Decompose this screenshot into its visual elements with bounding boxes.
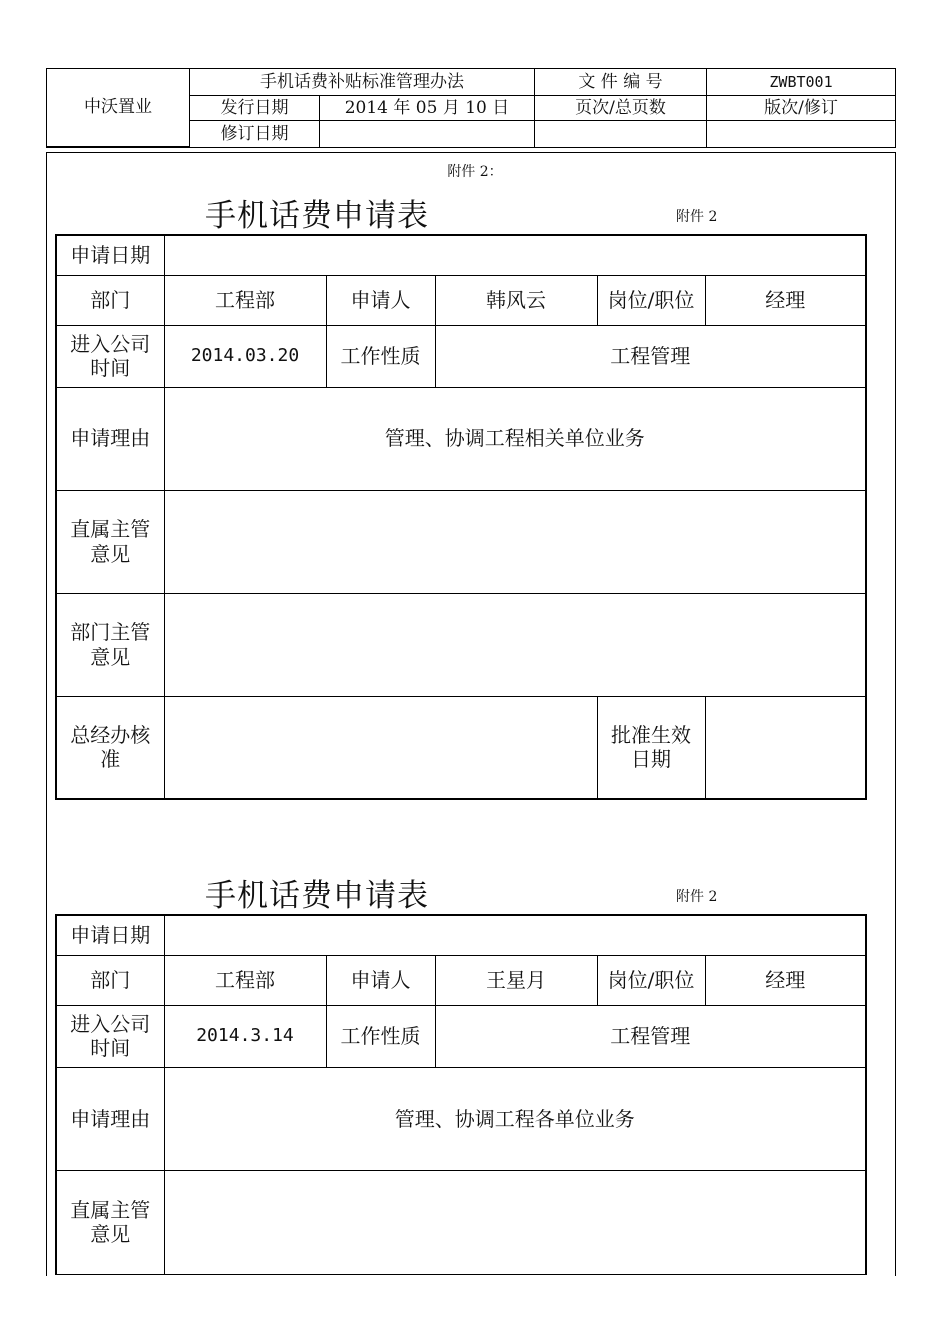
revise-date-label: 修订日期: [190, 121, 320, 147]
approve-date-value[interactable]: [705, 696, 866, 799]
attachment-note: 附件 2：: [447, 164, 503, 180]
gm-approval-label: 总经办核准: [56, 696, 164, 799]
form-title: 手机话费申请表: [205, 878, 429, 914]
position-value[interactable]: 经理: [705, 955, 866, 1005]
dept-label: 部门: [56, 275, 164, 325]
phone-fee-form-2: [55, 914, 867, 1275]
apply-date-label: 申请日期: [56, 915, 164, 955]
document-header: [46, 68, 896, 148]
reason-label: 申请理由: [56, 387, 164, 490]
reason-label: 申请理由: [56, 1067, 164, 1170]
position-value[interactable]: 经理: [705, 275, 866, 325]
work-type-value[interactable]: 工程管理: [435, 325, 866, 387]
applicant-value[interactable]: 王星月: [435, 955, 597, 1005]
dept-value[interactable]: 工程部: [164, 955, 326, 1005]
document-title: 手机话费补贴标准管理办法: [190, 69, 535, 96]
position-label: 岗位/职位: [597, 955, 705, 1005]
form-attachment-label: 附件 2: [676, 889, 718, 905]
gm-approval-value[interactable]: [164, 696, 597, 799]
revise-date: [320, 121, 535, 147]
direct-manager-label: 直属主管意见: [56, 490, 164, 593]
applicant-value[interactable]: 韩风云: [435, 275, 597, 325]
apply-date-label: 申请日期: [56, 235, 164, 275]
applicant-label: 申请人: [326, 275, 435, 325]
version-label: 版次/修订: [707, 96, 896, 121]
doc-number-label: 文 件 编 号: [535, 69, 707, 96]
direct-manager-value[interactable]: [164, 1170, 866, 1274]
approve-date-label: 批准生效日期: [597, 696, 705, 799]
work-type-value[interactable]: 工程管理: [435, 1005, 866, 1067]
reason-value[interactable]: 管理、协调工程相关单位业务: [164, 387, 866, 490]
work-type-label: 工作性质: [326, 325, 435, 387]
join-date-label: 进入公司时间: [56, 1005, 164, 1067]
direct-manager-value[interactable]: [164, 490, 866, 593]
company-name: 中沃置业: [47, 69, 190, 148]
dept-manager-value[interactable]: [164, 593, 866, 696]
issue-date-label: 发行日期: [190, 96, 320, 121]
page-count-label: 页次/总页数: [535, 96, 707, 121]
issue-date: 2014 年 05 月 10 日: [320, 96, 535, 121]
join-date-label: 进入公司时间: [56, 325, 164, 387]
join-date-value[interactable]: 2014.03.20: [164, 325, 326, 387]
form-attachment-label: 附件 2: [676, 209, 718, 225]
dept-manager-label: 部门主管意见: [56, 593, 164, 696]
apply-date-value[interactable]: [164, 915, 866, 955]
direct-manager-label: 直属主管意见: [56, 1170, 164, 1274]
phone-fee-form-1: [55, 234, 867, 800]
dept-value[interactable]: 工程部: [164, 275, 326, 325]
doc-number: ZWBT001: [707, 69, 896, 96]
position-label: 岗位/职位: [597, 275, 705, 325]
dept-label: 部门: [56, 955, 164, 1005]
join-date-value[interactable]: 2014.3.14: [164, 1005, 326, 1067]
applicant-label: 申请人: [326, 955, 435, 1005]
form-title: 手机话费申请表: [205, 198, 429, 234]
version: [707, 121, 896, 147]
apply-date-value[interactable]: [164, 235, 866, 275]
reason-value[interactable]: 管理、协调工程各单位业务: [164, 1067, 866, 1170]
work-type-label: 工作性质: [326, 1005, 435, 1067]
page-count: [535, 121, 707, 147]
